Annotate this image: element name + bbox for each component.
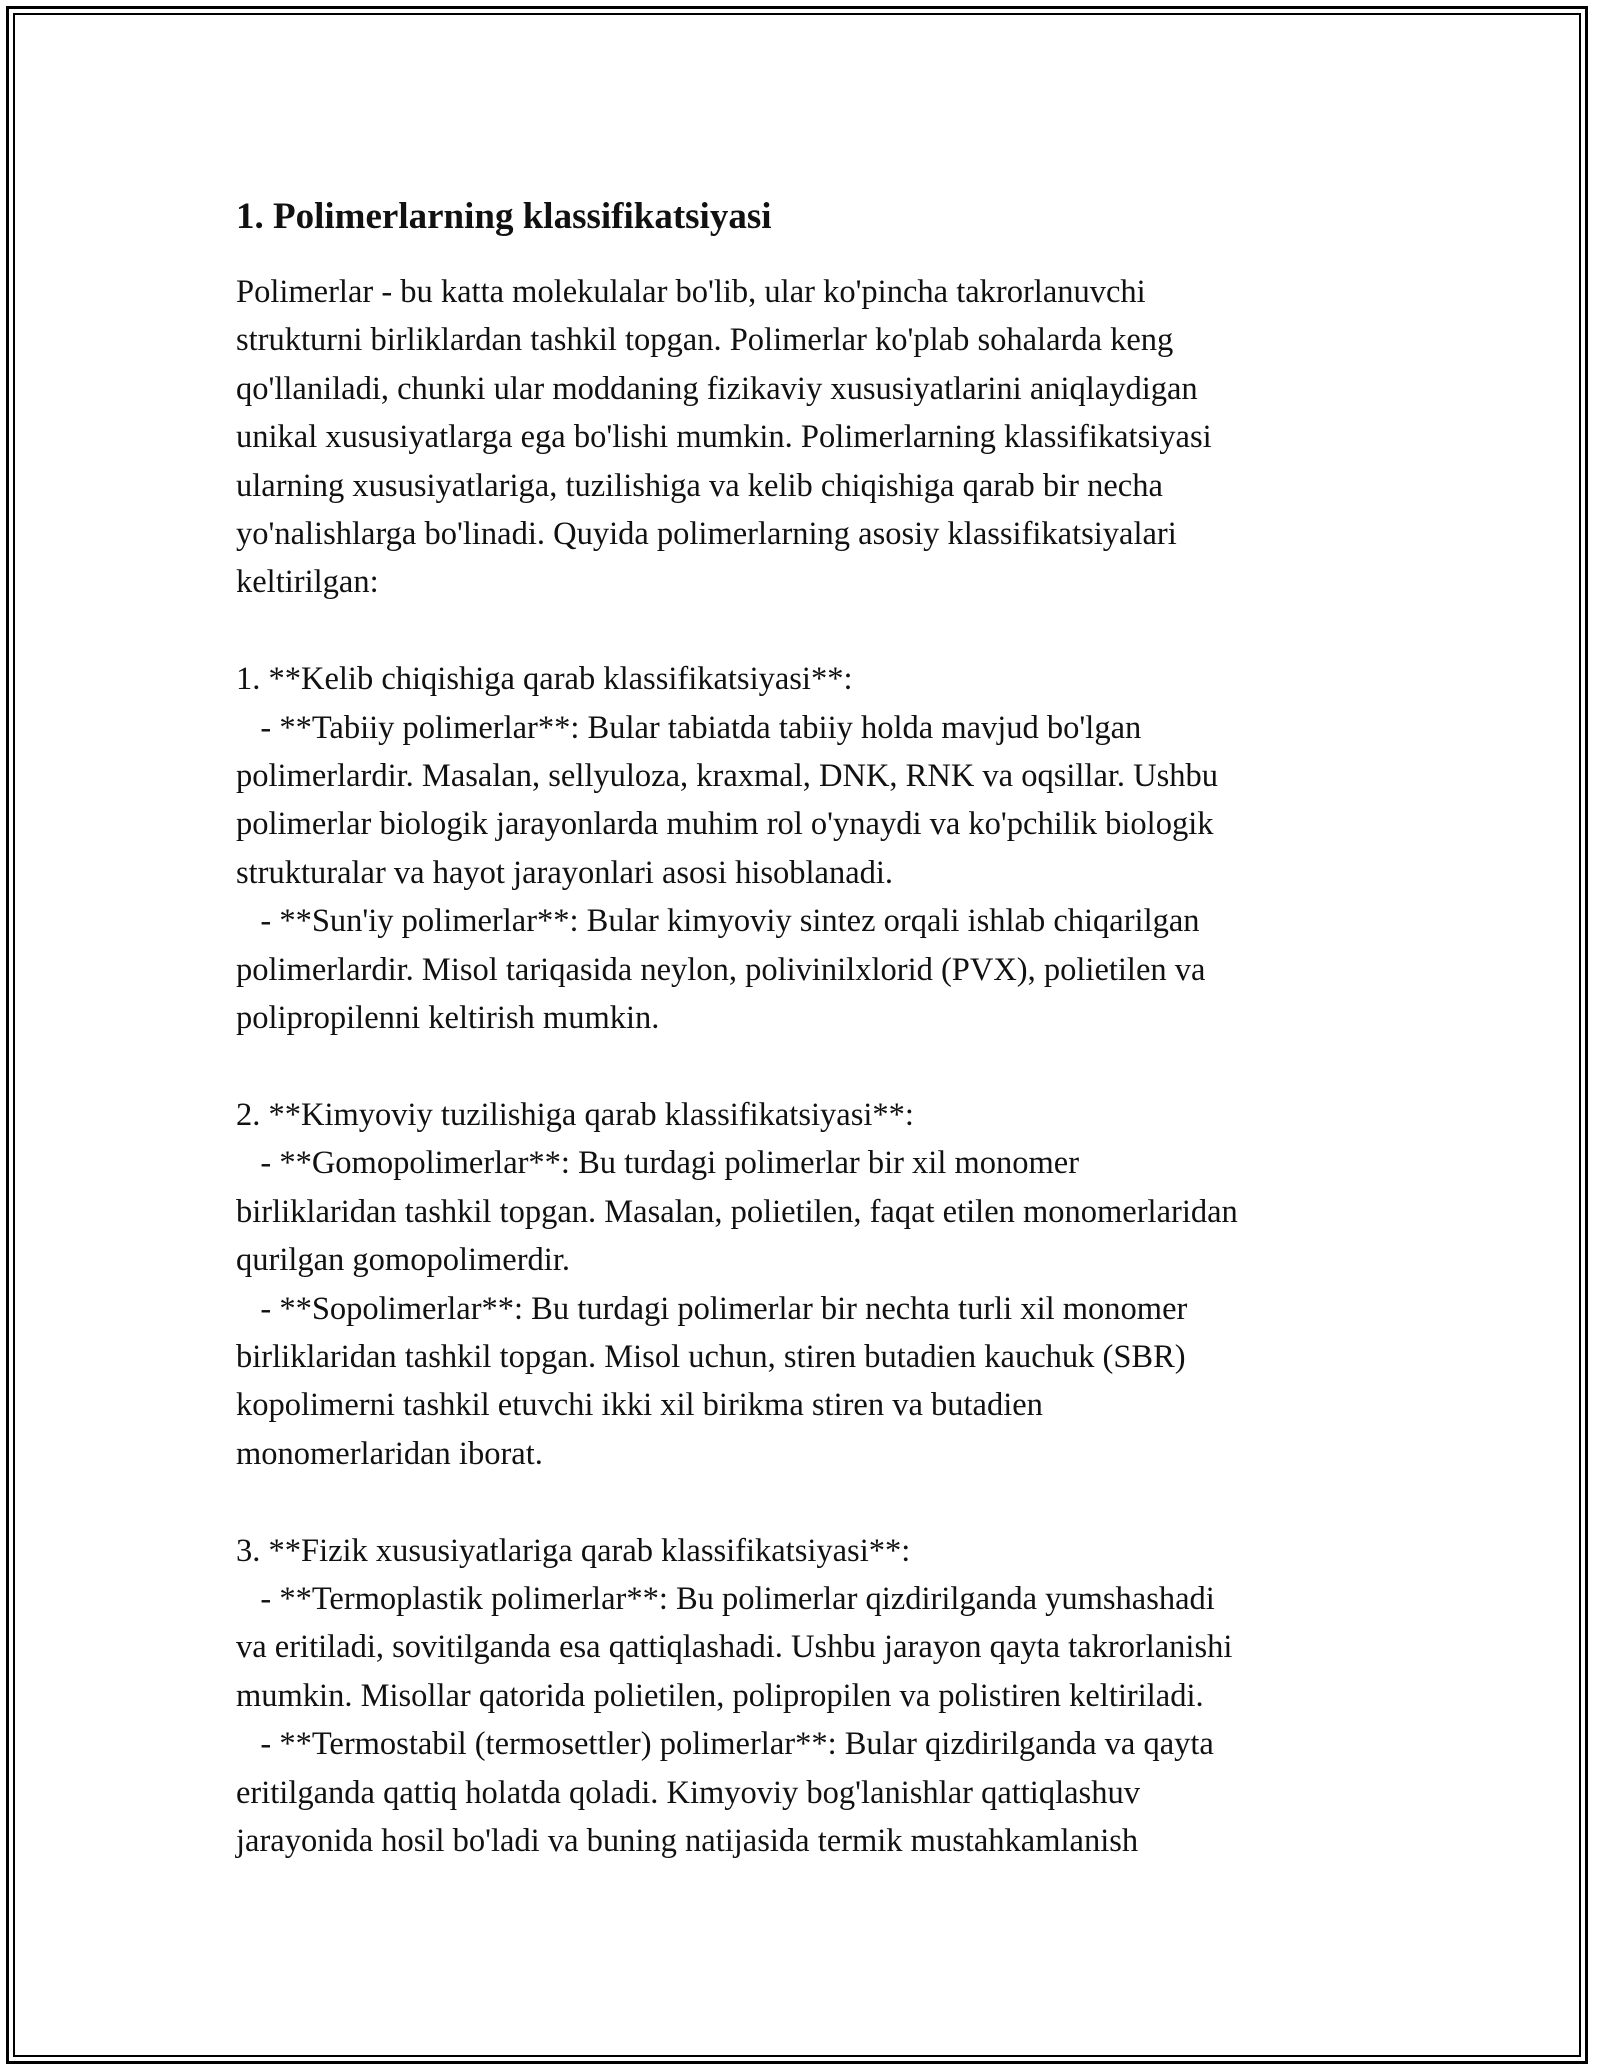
document-title: 1. Polimerlarning klassifikatsiyasi: [236, 196, 772, 237]
document-body-text: Polimerlar - bu katta molekulalar bo'lib, ular ko'pincha takrorlanuvchi strukturni birliklardan tashkil topgan. Polimerlar ko'plab sohalarda keng qo'llaniladi, chunki ular moddaning fizikaviy xususiyatlarini aniqlaydigan unikal xususiyatlarga ega bo'lishi mumkin. Polimerlarning klassifikatsiyasi ularning xususiyatlariga, tuzilishiga va kelib chiqishiga qarab bir necha yo'nalishlarga bo'linadi. Quyida polimerlarning asosiy klassifikatsiyalari keltirilgan: 1. **Kelib chiqishiga qarab klassifikatsiyasi**: - **Tabiiy polimerlar**: Bular tabiatda tabiiy holda mavjud bo'lgan polimerlardir. Masalan, sellyuloza, kraxmal, DNK, RNK va oqsillar. Ushbu polimerlar biologik jarayonlarda muhim rol o'ynaydi va ko'pchilik biologik strukturalar va hayot jarayonlari asosi hisoblanadi. - **Sun'iy polimerlar**: Bular kimyoviy sintez orqali ishlab chiqarilgan polimerlardir. Misol tariqasida neylon, polivinilxlorid (PVX), polietilen va polipropilenni keltirish mumkin. 2. **Kimyoviy tuzilishiga qarab klassifikatsiyasi**: - **Gomopolimerlar**: Bu turdagi polimerlar bir xil monomer birliklaridan tashkil topgan. Masalan, polietilen, faqat etilen monomerlaridan qurilgan gomopolimerdir. - **Sopolimerlar**: Bu turdagi polimerlar bir nechta turli xil monomer birliklaridan tashkil topgan. Misol uchun, stiren butadien kauchuk (SBR) kopolimerni tashkil etuvchi ikki xil birikma stiren va butadien monomerlaridan iborat. 3. **Fizik xususiyatlariga qarab klassifikatsiyasi**: - **Termoplastik polimerlar**: Bu polimerlar qizdirilganda yumshashadi va eritiladi, sovitilganda esa qattiqlashadi. Ushbu jarayon qayta takrorlanishi mumkin. Misollar qatorida polietilen, polipropilen va polistiren keltiriladi. - **Termostabil (termosettler) polimerlar**: Bular qizdirilganda va qayta eritilganda qattiq holatda qoladi. Kimyoviy bog'lanishlar qattiqlashuv jarayonida hosil bo'ladi va buning natijasida termik mustahkamlanish: [236, 274, 1238, 1859]
document-content: [236, 188, 1376, 1865]
